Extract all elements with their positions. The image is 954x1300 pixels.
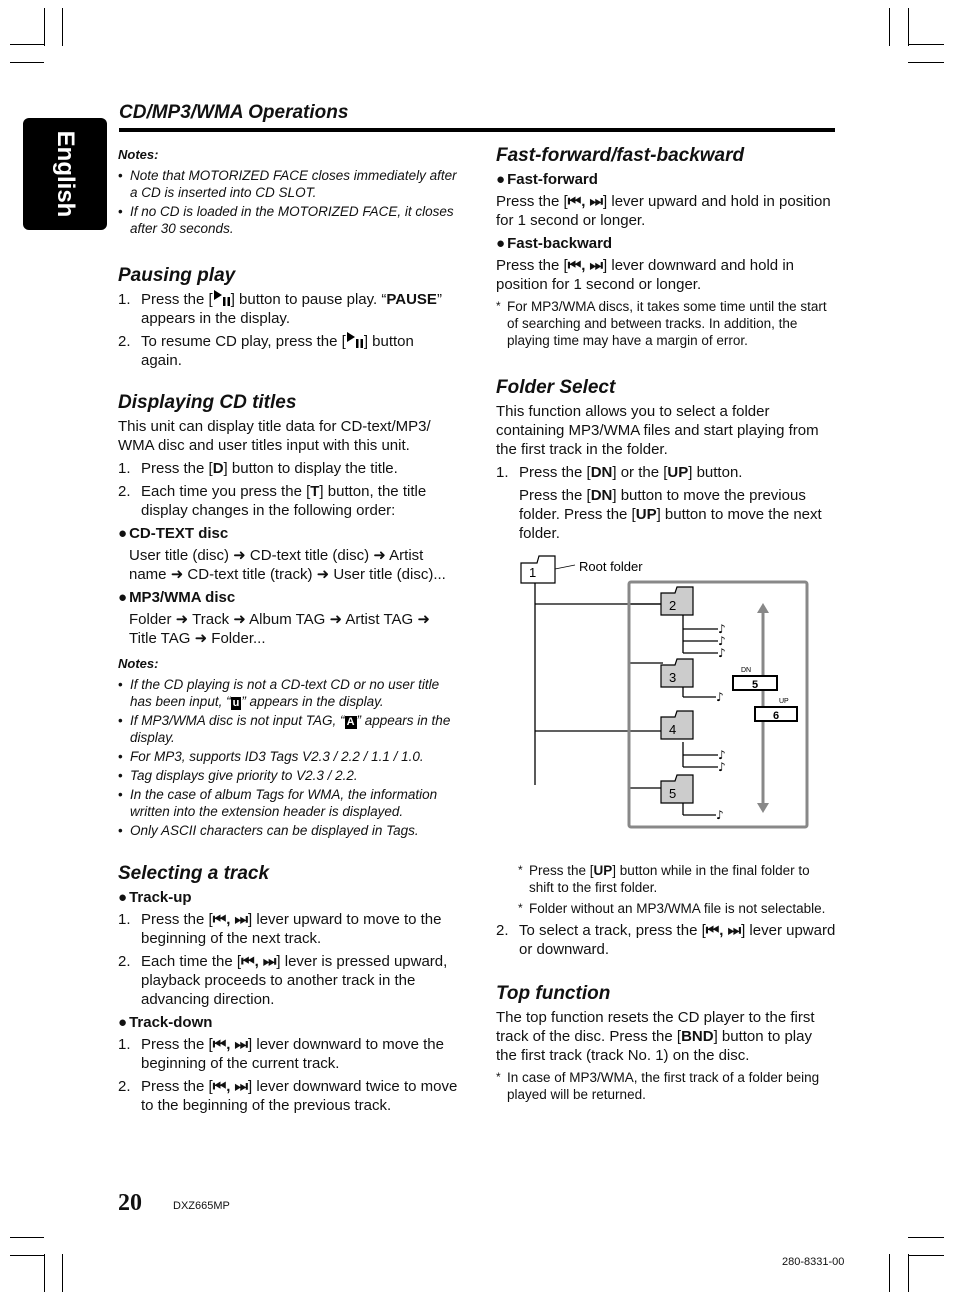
music-note-icon: ♪	[716, 808, 724, 822]
up-label: UP	[779, 698, 789, 705]
cdtext-sequence: User title (disc) ➜ CD-text title (disc) ➜ Artist name ➜ CD-text title (track) ➜ User title (disc)...	[129, 547, 446, 583]
crop-mark	[10, 62, 44, 63]
crop-mark	[44, 1254, 45, 1292]
titles-section	[118, 392, 458, 839]
titles-intro: This unit can display title data for CD-text/MP3/ WMA disc and user titles input with this unit.	[118, 418, 431, 454]
titles-step-1: 1. Press the [D] button to display the title.	[118, 460, 398, 477]
fast-backward-text: Press the [⏮, ⏭] lever downward and hold in position for 1 second or longer.	[496, 257, 794, 293]
skip-lever-icon: ⏮, ⏭	[567, 193, 604, 210]
pausing-section	[118, 265, 458, 370]
music-note-icon: ♪	[718, 634, 726, 648]
up-value: 6	[773, 710, 780, 722]
crop-mark	[10, 1237, 44, 1238]
note-item: • Note that MOTORIZED FACE closes immediately after a CD is inserted into CD SLOT.	[118, 167, 458, 201]
pausing-step-1: 1. Press the [ ] button to pause play. “PAUSE” appears in the display.	[118, 291, 442, 327]
track-down-heading: ● Track-down	[118, 1013, 458, 1032]
play-pause-icon	[213, 290, 231, 306]
folder-title: Folder Select	[496, 377, 616, 398]
folder-intro: This function allows you to select a folder containing MP3/WMA files and start playing from the first track in the folder.	[496, 403, 819, 458]
folder-label: 5	[669, 786, 677, 801]
dn-label: DN	[741, 667, 752, 674]
section-rule	[119, 128, 835, 132]
note-item: • For MP3, supports ID3 Tags V2.3 / 2.2 / 1.1 / 1.0.	[118, 748, 458, 765]
page-number: 20	[118, 1190, 142, 1216]
no-tag-icon: A	[346, 716, 355, 728]
track-up-heading: ● Track-up	[118, 888, 458, 907]
crop-mark	[908, 1237, 944, 1238]
folder-icon	[661, 775, 693, 803]
document-code: 280-8331-00	[782, 1256, 845, 1268]
selecting-title: Selecting a track	[118, 863, 270, 884]
pausing-title: Pausing play	[118, 265, 236, 286]
skip-lever-icon: ⏮, ⏭	[241, 953, 277, 970]
top-text: The top function resets the CD player to the first track of the disc. Press the [BND] button to play the first track (track No. 1) on the disc.	[496, 1009, 815, 1064]
section-title: CD/MP3/WMA Operations	[119, 102, 349, 123]
titles-title: Displaying CD titles	[118, 392, 297, 413]
top-title: Top function	[496, 983, 611, 1004]
folder-label: 1	[529, 565, 537, 580]
folder-diagram	[513, 545, 813, 835]
folder-icon	[661, 711, 693, 739]
language-tab	[23, 118, 107, 230]
music-note-icon: ♪	[718, 748, 726, 762]
titles-step-2: 2. Each time you press the [T] button, the title display changes in the following order:	[118, 483, 427, 519]
language-tab-label: English	[52, 130, 79, 218]
model-number: DXZ665MP	[173, 1200, 230, 1212]
notes-heading: Notes:	[118, 147, 159, 162]
crop-mark	[10, 1255, 44, 1256]
music-note-icon: ♪	[718, 760, 726, 774]
track-up-step-2: 2. Each time the [⏮, ⏭] lever is pressed upward, playback proceeds to another track in the advancing direction.	[118, 953, 448, 1008]
folder-icon	[661, 659, 693, 687]
crop-mark	[908, 1254, 909, 1292]
ffw-section	[496, 145, 836, 349]
notes-heading: Notes:	[118, 656, 159, 671]
ffw-title: Fast-forward/fast-backward	[496, 145, 745, 166]
note-item: • If no CD is loaded in the MOTORIZED FACE, it closes after 30 seconds.	[118, 203, 458, 237]
crop-mark	[62, 8, 63, 46]
folder-label: 2	[669, 598, 677, 613]
folder-notes	[496, 862, 836, 917]
crop-mark	[62, 1254, 63, 1292]
skip-lever-icon: ⏮, ⏭	[212, 1078, 249, 1095]
skip-lever-icon: ⏮, ⏭	[705, 922, 742, 939]
top-note: * In case of MP3/WMA, the first track of a folder being played will be returned.	[496, 1069, 836, 1103]
play-pause-icon	[346, 332, 364, 348]
music-note-icon: ♪	[718, 646, 726, 660]
crop-mark	[10, 44, 44, 45]
folder-note-2: * Folder without an MP3/WMA file is not selectable.	[518, 900, 836, 917]
ffw-note: * For MP3/WMA discs, it takes some time until the start of searching and between tracks. In addition, the playing time may have a margin of error.	[496, 298, 836, 349]
music-note-icon: ♪	[718, 622, 726, 636]
track-down-step-1: 1. Press the [⏮, ⏭] lever downward to move the beginning of the current track.	[118, 1036, 444, 1072]
note-item: • If MP3/WMA disc is not input TAG, “ A ” appears in the display.	[118, 712, 458, 746]
notes-list	[118, 676, 458, 839]
note-item: • Only ASCII characters can be displayed in Tags.	[118, 822, 458, 839]
root-folder-label: Root folder	[579, 559, 643, 574]
crop-mark	[889, 8, 890, 46]
music-note-icon: ♪	[716, 690, 724, 704]
skip-lever-icon: ⏮, ⏭	[212, 1036, 249, 1053]
top-section	[496, 983, 836, 1103]
mp3-sequence: Folder ➜ Track ➜ Album TAG ➜ Artist TAG ➜ Title TAG ➜ Folder...	[129, 611, 430, 647]
mp3-heading: ● MP3/WMA disc	[118, 588, 458, 607]
dn-value: 5	[752, 679, 759, 691]
skip-lever-icon: ⏮, ⏭	[567, 257, 604, 274]
crop-mark	[908, 1255, 944, 1256]
note-item: • In the case of album Tags for WMA, the information written into the extension header is displayed.	[118, 786, 458, 820]
folder-label: 4	[669, 722, 677, 737]
track-up-step-1: 1. Press the [⏮, ⏭] lever upward to move to the beginning of the next track.	[118, 911, 442, 947]
folder-label: 3	[669, 670, 677, 685]
folder-note-1: * Press the [UP] button while in the final folder to shift to the first folder.	[518, 862, 836, 896]
skip-lever-icon: ⏮, ⏭	[212, 911, 249, 928]
left-column	[118, 145, 458, 1131]
note-item: • Tag displays give priority to V2.3 / 2.2.	[118, 767, 458, 784]
note-item: • If the CD playing is not a CD-text CD or no user title has been input, “ u ” appears in the display.	[118, 676, 458, 710]
pausing-step-2: 2. To resume CD play, press the [ ] button again.	[118, 333, 414, 369]
folder-step-1-detail: Press the [DN] button to move the previous folder. Press the [UP] button to move the next folder.	[519, 487, 822, 542]
fast-backward-heading: ● Fast-backward	[496, 234, 836, 253]
fast-forward-text: Press the [⏮, ⏭] lever upward and hold in position for 1 second or longer.	[496, 193, 831, 229]
notes-intro	[118, 145, 458, 237]
folder-icon	[521, 556, 575, 583]
crop-mark	[908, 44, 944, 45]
selecting-section	[118, 863, 458, 1115]
fast-forward-heading: ● Fast-forward	[496, 170, 836, 189]
crop-mark	[44, 8, 45, 46]
arrow-up-icon	[757, 603, 769, 613]
no-title-icon: u	[232, 697, 240, 709]
crop-mark	[908, 8, 909, 46]
crop-mark	[908, 62, 944, 63]
cdtext-heading: ● CD-TEXT disc	[118, 524, 458, 543]
folder-step-2: 2. To select a track, press the [⏮, ⏭] lever upward or downward.	[496, 922, 836, 958]
notes-list	[118, 167, 458, 237]
folder-icon	[661, 587, 693, 615]
track-down-step-2: 2. Press the [⏮, ⏭] lever downward twice to move to the beginning of the previous track.	[118, 1078, 458, 1114]
arrow-down-icon	[757, 803, 769, 813]
folder-step-1: 1. Press the [DN] or the [UP] button. Press the [DN] button to move the previous folder. Press the [UP] button to move the next folder.	[496, 463, 836, 543]
crop-mark	[889, 1254, 890, 1292]
